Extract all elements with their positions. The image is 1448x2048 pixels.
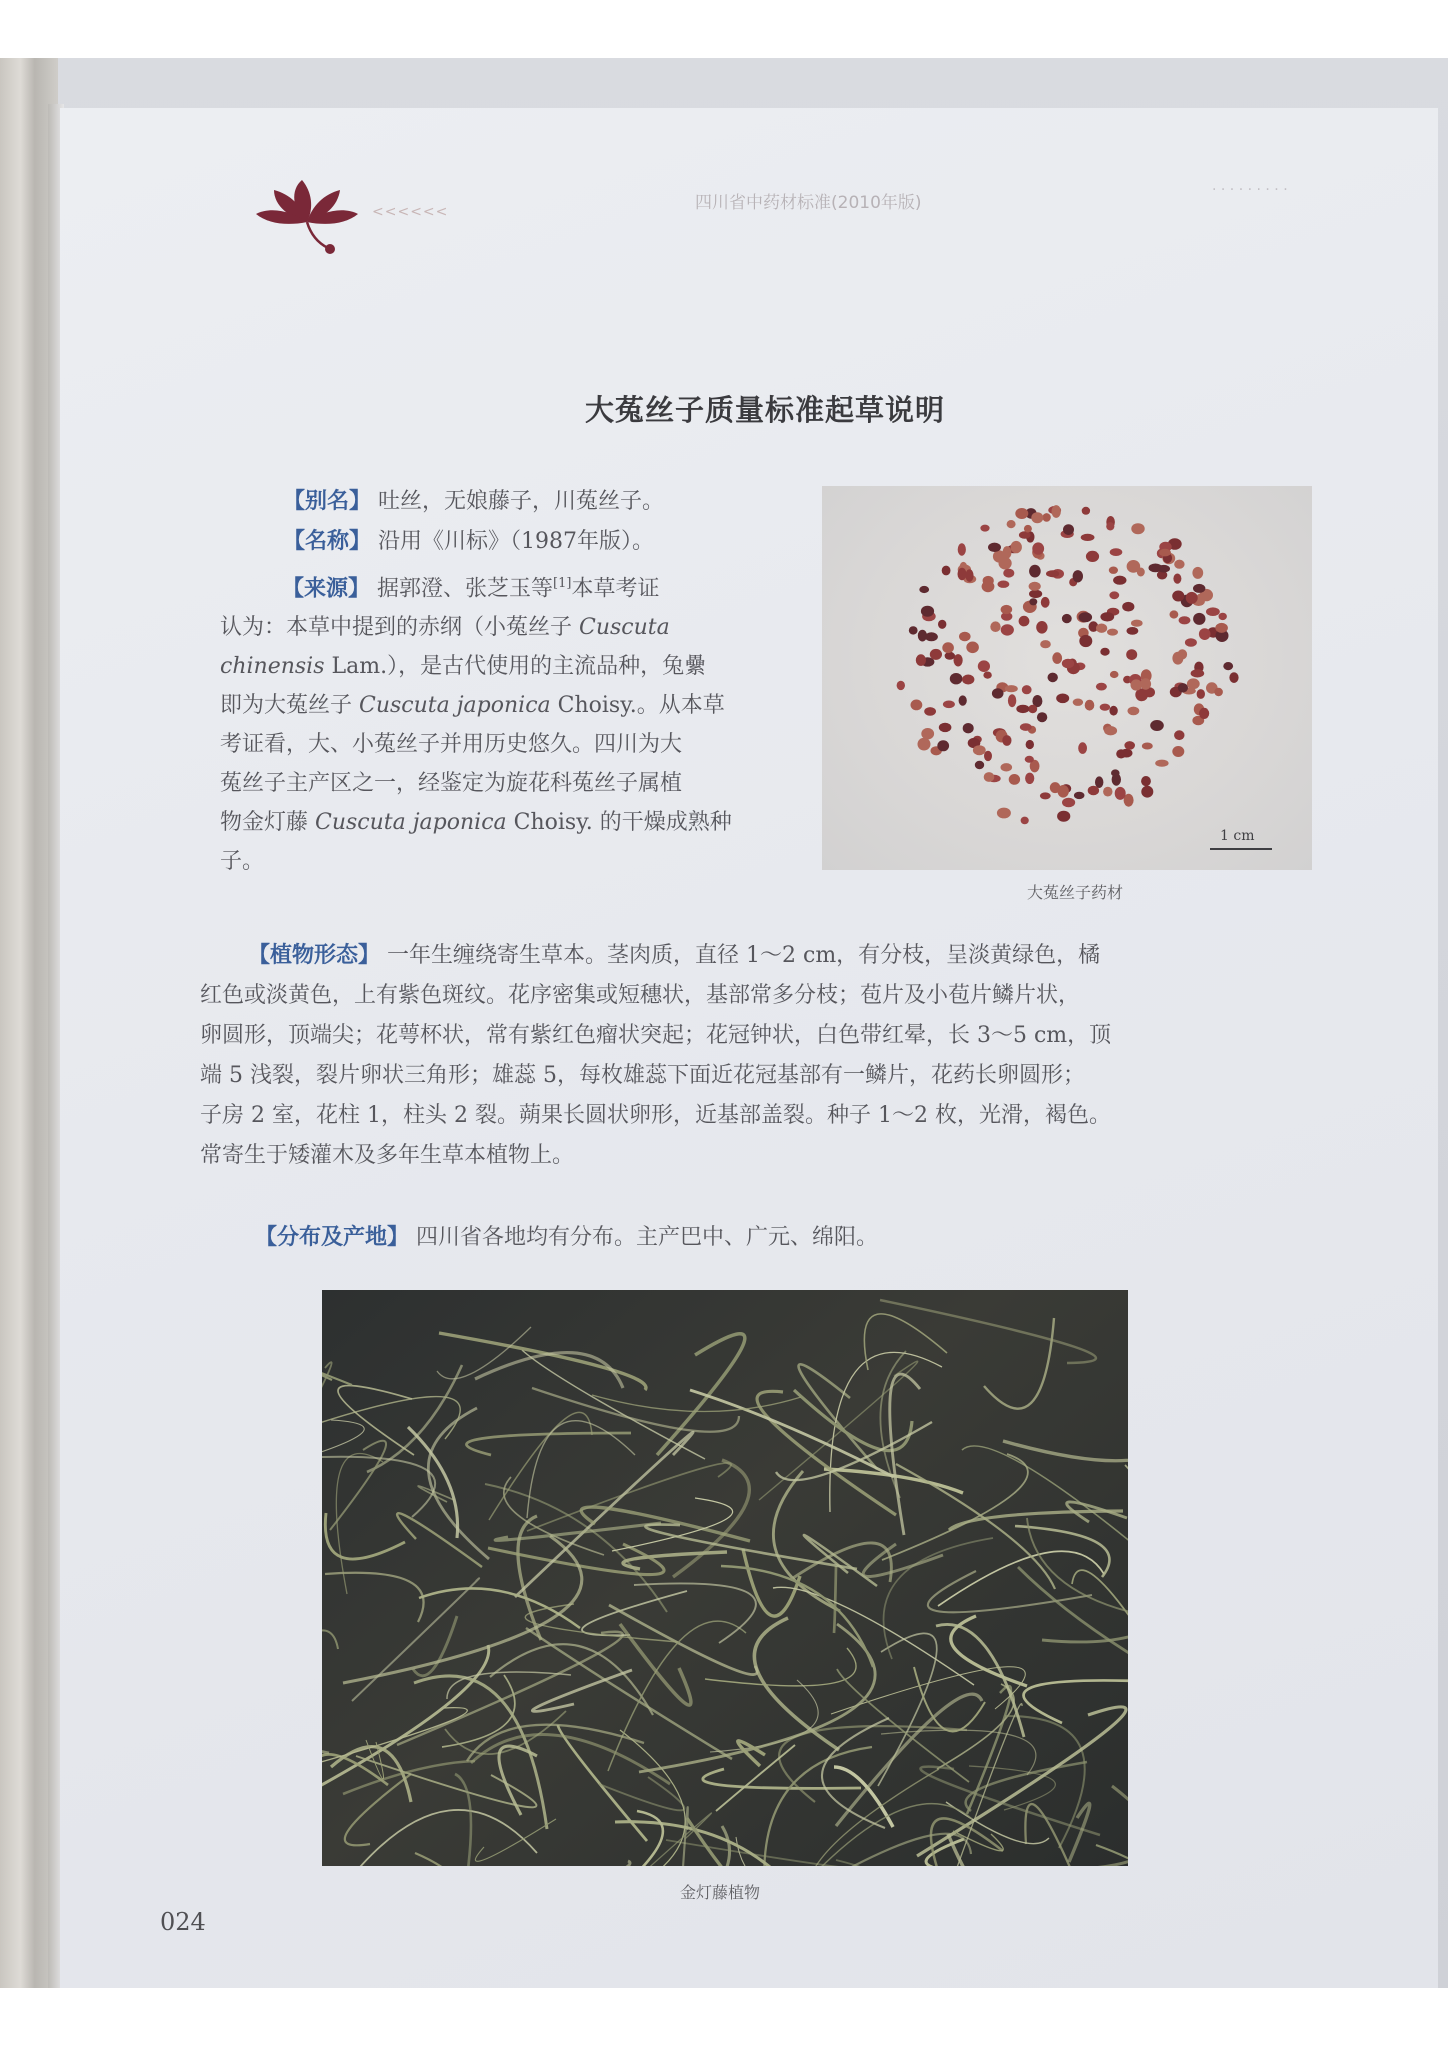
- seed: [1214, 688, 1223, 696]
- vine-strand: [582, 1591, 687, 1635]
- vine-strand: [808, 1769, 939, 1866]
- seed: [918, 738, 931, 751]
- seed: [1179, 616, 1191, 624]
- seed: [1081, 534, 1095, 541]
- vine-caption: 金灯藤植物: [679, 1883, 760, 1902]
- seed: [1191, 669, 1205, 677]
- seed: [1199, 628, 1211, 640]
- seed: [1140, 678, 1151, 689]
- seed: [1193, 584, 1205, 593]
- source-text: 物金灯藤: [220, 810, 315, 836]
- seed: [1193, 613, 1205, 625]
- seed: [1042, 513, 1050, 522]
- morphology-paragraph: [200, 936, 1330, 1176]
- vine-strand: [703, 1769, 861, 1788]
- source-line: [220, 647, 800, 686]
- name-tag: 【名称】: [283, 529, 372, 554]
- vine-strand: [882, 1454, 1028, 1560]
- vine-strand: [467, 1725, 644, 1761]
- seed: [1001, 763, 1013, 771]
- seed: [1103, 787, 1112, 797]
- seed: [1158, 565, 1170, 573]
- seed: [1048, 673, 1058, 683]
- seed: [937, 740, 949, 751]
- page-title: 大菟丝子质量标准起草说明: [584, 393, 945, 427]
- seed: [999, 557, 1012, 569]
- seed: [1100, 648, 1109, 656]
- seed: [1110, 671, 1119, 678]
- seed: [1029, 565, 1041, 578]
- source-text: Lam.），是古代使用的主流品种，兔纍: [324, 654, 707, 680]
- seed: [943, 701, 955, 709]
- morphology-line: 常寄生于矮灌木及多年生草本植物上。: [200, 1143, 575, 1168]
- seed: [1178, 649, 1188, 659]
- alias-tag: 【别名】: [283, 489, 372, 514]
- vine-strand: [880, 1300, 1096, 1363]
- seed: [1120, 749, 1132, 758]
- seed: [1122, 602, 1134, 612]
- morphology-line: 卵圆形，顶端尖；花萼杯状，常有紫红色瘤状突起；花冠钟状，白色带红晕，长 3～5 cm，顶: [200, 1023, 1112, 1048]
- seed: [911, 700, 923, 711]
- seed: [1037, 712, 1047, 722]
- name-text: 沿用《川标》（1987年版）。: [378, 529, 655, 554]
- seed: [983, 672, 991, 679]
- seed: [942, 642, 954, 653]
- scale-label: 1 cm: [1220, 828, 1255, 844]
- seed: [1052, 505, 1061, 518]
- seed: [1025, 773, 1034, 784]
- seed: [984, 751, 992, 761]
- source-line: [220, 764, 800, 803]
- seed: [959, 632, 971, 641]
- seed: [1031, 512, 1043, 523]
- vine-strand: [623, 1552, 727, 1569]
- seed: [1001, 624, 1014, 635]
- vine-strand: [522, 1350, 705, 1459]
- seed: [1096, 624, 1107, 633]
- name-paragraph: [283, 522, 654, 561]
- vine-strand: [489, 1412, 592, 1520]
- seed: [1110, 548, 1123, 556]
- vine-strand: [527, 1463, 731, 1531]
- seed: [945, 652, 955, 660]
- vine-strand: [322, 1420, 364, 1490]
- source-line: [220, 803, 800, 842]
- seed: [1001, 605, 1013, 614]
- seed: [1131, 523, 1144, 534]
- vine-strand: [967, 1686, 1011, 1814]
- distribution-paragraph: [255, 1218, 878, 1257]
- seeds-photo: [822, 486, 1312, 870]
- seed: [1109, 706, 1117, 716]
- seed: [897, 681, 905, 690]
- vine-strand: [738, 1741, 765, 1766]
- seed: [1074, 792, 1085, 799]
- source-text: 认为：本草中提到的赤纲（小菟丝子: [220, 615, 579, 641]
- seed: [1085, 700, 1095, 711]
- seeds-caption: 大菟丝子药材: [1026, 883, 1123, 902]
- seed: [1002, 735, 1011, 746]
- seed-cluster: [822, 486, 1312, 870]
- page-number: 024: [160, 1908, 206, 1936]
- latin-name: Cuscuta: [579, 615, 670, 641]
- running-head: 四川省中药材标准(2010年版): [695, 193, 922, 213]
- seed: [1003, 569, 1014, 578]
- seed: [963, 723, 974, 733]
- seed: [1086, 551, 1099, 562]
- vine-strand: [675, 1807, 688, 1866]
- seed: [959, 695, 967, 705]
- seed: [1008, 694, 1016, 707]
- seed: [1003, 546, 1012, 559]
- seed: [1052, 652, 1062, 664]
- vine-strand: [1003, 1441, 1128, 1461]
- seed: [980, 525, 989, 532]
- seed: [1022, 685, 1032, 694]
- vine-strand: [353, 1810, 537, 1866]
- vine-strand: [1005, 1716, 1085, 1848]
- seed: [1019, 616, 1030, 627]
- seed: [1056, 694, 1069, 704]
- vine-strand: [836, 1694, 982, 1826]
- seed: [925, 632, 938, 641]
- vine-strand: [325, 1573, 424, 1622]
- seed: [962, 675, 974, 685]
- seed: [1079, 635, 1092, 647]
- seed: [973, 745, 986, 755]
- seed: [924, 707, 936, 716]
- source-line: [220, 686, 800, 725]
- seed: [1229, 672, 1238, 683]
- seed: [1174, 730, 1184, 740]
- vine-strand: [338, 1386, 414, 1455]
- seed: [1040, 792, 1051, 799]
- seed: [1082, 507, 1090, 515]
- seed: [1127, 627, 1139, 635]
- seed: [992, 688, 1004, 698]
- vine-photo: [322, 1290, 1128, 1866]
- vine-strand: [1069, 1803, 1090, 1862]
- seed: [1107, 629, 1118, 636]
- seed: [1028, 705, 1037, 713]
- vine-strand: [419, 1588, 580, 1628]
- vine-strand: [322, 1370, 352, 1385]
- vine-strand: [439, 1333, 646, 1390]
- vine-strand: [914, 1667, 985, 1731]
- seed: [921, 728, 934, 739]
- seed: [1131, 620, 1143, 627]
- seed: [988, 543, 1001, 552]
- source-text: 本草考证: [571, 576, 660, 602]
- vine-strand: [620, 1624, 691, 1705]
- vine-strand: [322, 1630, 338, 1687]
- vine-strand: [864, 1314, 947, 1370]
- seed: [997, 808, 1011, 819]
- source-text: 考证看，大、小菟丝子并用历史悠久。四川为大: [220, 732, 683, 758]
- seed: [975, 761, 984, 769]
- header-arrows: <<<<<<: [372, 204, 449, 220]
- seed: [1062, 798, 1075, 807]
- seed: [1197, 689, 1205, 699]
- alias-paragraph: [283, 482, 664, 521]
- seed: [1150, 720, 1164, 731]
- seed: [1173, 574, 1181, 584]
- seed: [1192, 567, 1203, 579]
- seed: [1009, 774, 1020, 785]
- seed: [1155, 760, 1168, 767]
- seed: [1170, 610, 1179, 618]
- vine-strand: [928, 1571, 1092, 1612]
- vine-strand: [455, 1774, 471, 1866]
- seed: [1109, 591, 1119, 599]
- seed: [1174, 560, 1184, 569]
- seed: [1032, 542, 1044, 554]
- seed: [1073, 570, 1083, 582]
- seed: [1113, 576, 1126, 585]
- seed: [1073, 699, 1083, 706]
- seed: [1015, 508, 1028, 519]
- vine-strand: [343, 1536, 582, 1683]
- seed: [1124, 741, 1135, 750]
- seed: [1026, 740, 1034, 749]
- seed: [1005, 685, 1018, 692]
- vine-strand: [345, 1774, 411, 1845]
- source-line: [220, 608, 800, 647]
- vine-strand: [502, 1861, 630, 1866]
- seed: [1215, 623, 1228, 633]
- seed: [909, 626, 918, 634]
- seed: [1011, 541, 1022, 553]
- vine-strand: [532, 1670, 632, 1711]
- seed: [1172, 591, 1184, 602]
- source-text: Choisy.。从本草: [550, 693, 725, 719]
- running-dots: · · · · · · · · ·: [1212, 182, 1288, 198]
- seed: [984, 772, 995, 782]
- seed: [1141, 786, 1153, 798]
- seed: [1104, 726, 1117, 735]
- vine-strand: [710, 1680, 818, 1752]
- seed: [950, 673, 963, 684]
- seed: [958, 568, 967, 580]
- seed: [998, 581, 1010, 588]
- seed: [966, 642, 979, 654]
- distribution-text: 四川省各地均有分布。主产巴中、广元、绵阳。: [416, 1225, 879, 1250]
- morphology-line: 红色或淡黄色，上有紫色斑纹。花序密集或短穗状，基部常多分枝；苞片及小苞片鳞片状，: [200, 983, 1081, 1008]
- latin-name: Cuscuta japonica: [315, 810, 507, 836]
- seed: [1063, 524, 1074, 535]
- seed: [958, 543, 966, 555]
- seed: [1062, 614, 1072, 623]
- seed: [1172, 746, 1184, 757]
- seed: [1126, 649, 1137, 660]
- source-text: 子。: [220, 849, 265, 875]
- seed: [1057, 811, 1070, 822]
- vine-strand: [673, 1460, 749, 1577]
- seed: [1185, 638, 1197, 647]
- vine-strand: [890, 1374, 920, 1535]
- seed: [1020, 723, 1032, 731]
- alias-text: 吐丝，无娘藤子，川菟丝子。: [378, 489, 665, 514]
- seed: [1096, 683, 1107, 691]
- morphology-line: [200, 936, 1330, 976]
- seed: [1041, 597, 1050, 608]
- seed: [1199, 708, 1209, 719]
- seed: [919, 586, 929, 593]
- latin-name: chinensis: [220, 654, 325, 680]
- seed: [1050, 782, 1061, 793]
- source-text: Choisy. 的干燥成熟种: [506, 810, 732, 836]
- seed: [916, 654, 926, 666]
- seed: [1219, 613, 1227, 620]
- seed: [1223, 662, 1233, 670]
- seed: [1186, 592, 1198, 604]
- leaf-ornament-icon: [252, 160, 362, 260]
- vine-strand: [834, 1566, 836, 1633]
- source-text: 菟丝子主产区之一，经鉴定为旋花科菟丝子属植: [220, 771, 683, 797]
- seed: [1127, 560, 1141, 573]
- seed: [1029, 582, 1041, 591]
- seed: [1007, 520, 1016, 528]
- vine-strand: [863, 1544, 943, 1577]
- seed: [1206, 607, 1220, 616]
- vine-strand: [515, 1432, 693, 1597]
- seed: [1029, 598, 1037, 605]
- morphology-line: 子房 2 室，花柱 1，柱头 2 裂。蒴果长圆状卵形，近基部盖裂。种子 1～2 枚，光滑，褐色。: [200, 1103, 1111, 1128]
- source-tag: 【来源】: [282, 576, 371, 602]
- seed: [1088, 786, 1099, 796]
- seed: [1100, 704, 1110, 711]
- scale-bar: [1210, 848, 1272, 850]
- seed: [1111, 769, 1120, 776]
- vine-strand: [525, 1604, 678, 1642]
- vine-strand: [779, 1726, 967, 1802]
- seed: [965, 569, 973, 582]
- seed: [1036, 621, 1047, 634]
- seed: [1142, 743, 1153, 750]
- seed: [1141, 776, 1151, 786]
- seed: [1079, 612, 1093, 622]
- seed: [1100, 612, 1114, 621]
- vine-strands: [322, 1290, 1128, 1866]
- morphology-tag: 【植物形态】: [248, 943, 381, 968]
- vine-strand: [558, 1725, 647, 1841]
- seed: [1024, 525, 1032, 533]
- seed: [1178, 683, 1188, 692]
- seed: [1095, 776, 1103, 788]
- citation-mark: [1]: [553, 576, 572, 591]
- seed: [938, 620, 946, 629]
- seed: [1078, 742, 1087, 754]
- seed: [1025, 756, 1034, 763]
- morphology-line: 端 5 浅裂，裂片卵状三角形；雄蕊 5，每枚雄蕊下面近花冠基部有一鳞片，花药长卵圆形；: [200, 1063, 1085, 1088]
- vine-strand: [645, 1525, 857, 1569]
- seed: [1029, 590, 1042, 598]
- seed: [939, 723, 952, 732]
- seed: [1021, 817, 1029, 825]
- seed: [1109, 567, 1118, 574]
- source-line: [220, 564, 800, 608]
- distribution-tag: 【分布及产地】: [255, 1225, 410, 1250]
- seed: [1159, 549, 1171, 557]
- morphology-text: 一年生缠绕寄生草本。茎肉质，直径 1～2 cm，有分枝，呈淡黄绿色，橘: [387, 943, 1101, 968]
- source-line: [220, 725, 800, 764]
- seed: [921, 606, 934, 617]
- source-paragraph: [220, 564, 800, 881]
- seed: [1115, 787, 1126, 800]
- seed: [983, 576, 994, 586]
- seed: [1040, 640, 1051, 648]
- seed: [1062, 659, 1074, 668]
- seed: [1016, 705, 1029, 713]
- seed: [942, 566, 951, 576]
- seed: [930, 649, 942, 660]
- latin-name: Cuscuta japonica: [359, 693, 551, 719]
- seed: [978, 660, 990, 672]
- source-line: [220, 842, 800, 881]
- vine-strand: [322, 1853, 465, 1866]
- source-text: 据郭澄、张芝玉等: [377, 576, 554, 602]
- vine-strand: [475, 1819, 556, 1861]
- seed: [990, 621, 1000, 632]
- source-text: 即为大菟丝子: [220, 693, 359, 719]
- seed: [1106, 522, 1114, 530]
- seed: [1046, 570, 1059, 577]
- vine-strand: [1024, 1680, 1128, 1723]
- seed: [1128, 707, 1140, 716]
